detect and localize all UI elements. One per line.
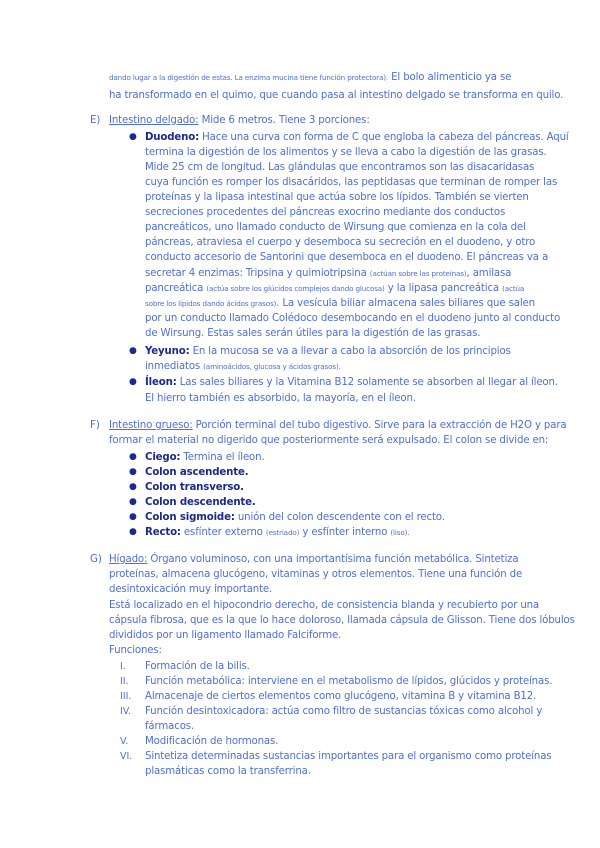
duodeno-line-11 (145, 281, 524, 296)
colon-sigmoide-item (145, 510, 445, 525)
section-f-text: Porción terminal del tubo digestivo. Sirve para la extracción de H2O y para (192, 420, 567, 431)
ciego-text: Termina el íleon. (180, 452, 265, 463)
funcion-number: I. (120, 661, 126, 672)
funcion-item: Función desintoxicadora: actúa como filtro de sustancias tóxicas como alcohol y (145, 706, 543, 717)
section-e-letter: E) (90, 115, 101, 126)
duodeno-text: , amilasa (466, 268, 512, 279)
duodeno-line-10 (145, 266, 511, 281)
intro-line-1 (109, 70, 511, 85)
duodeno-line-1 (145, 130, 569, 145)
duodeno-line-14: de Wirsung. Estas sales serán útiles para la digestión de las grasas. (145, 328, 481, 339)
duodeno-title: Duodeno: (145, 132, 200, 143)
funcion-number: V. (120, 736, 129, 747)
recto-text: y esfínter interno (299, 527, 391, 538)
colon-ascendente-item: Colon ascendente. (145, 467, 249, 478)
duodeno-line-5: proteínas y la lipasa intestinal que actúa sobre los lípidos. También se vierten (145, 192, 529, 203)
bullet-icon: ● (129, 527, 137, 537)
ileon-line-2: El hierro también es absorbido, la mayoría, en el íleon. (145, 393, 416, 404)
section-g-title: Hígado: (109, 554, 148, 565)
duodeno-small-text: (actúan sobre las proteínas) (369, 269, 467, 278)
duodeno-line-4: cuya función es romper los disacáridos, las peptidasas que terminan de romper las (145, 177, 558, 188)
duodeno-text: y la lipasa pancreática (384, 283, 503, 294)
section-f-line-1 (109, 418, 566, 433)
bullet-icon: ● (129, 482, 137, 492)
yeyuno-text: inmediatos (145, 361, 204, 372)
recto-small-text: (liso). (390, 528, 410, 537)
funcion-item-continued: plasmáticas como la transferrina. (145, 766, 311, 777)
section-e-title: Intestino delgado: (109, 115, 199, 126)
duodeno-small-text: sobre los lípidos dando ácidos grasos) (145, 299, 277, 308)
duodeno-line-13: por un conducto llamado Colédoco desembocando en el duodeno junto al conducto (145, 313, 561, 324)
duodeno-small-text: (actúa sobre los glúcidos complejos dando glucosa) (206, 284, 385, 293)
bullet-icon: ● (129, 467, 137, 477)
ciego-title: Ciego: (145, 452, 181, 463)
section-e-desc: Mide 6 metros. Tiene 3 porciones: (198, 115, 370, 126)
funcion-item: Formación de la bilis. (145, 661, 250, 672)
colon-sigmoide-text: unión del colon descendente con el recto. (234, 512, 445, 523)
bullet-icon: ● (129, 497, 137, 507)
funcion-item: Función metabólica: interviene en el metabolismo de lípidos, glúcidos y proteínas. (145, 676, 553, 687)
bullet-icon: ● (129, 512, 137, 522)
duodeno-text: Hace una curva con forma de C que engloba la cabeza del páncreas. Aquí (199, 132, 569, 143)
yeyuno-line-2 (145, 359, 341, 374)
funcion-item: Almacenaje de ciertos elementos como glucógeno, vitamina B y vitamina B12. (145, 691, 537, 702)
duodeno-text: secretar 4 enzimas: Tripsina y quimiotripsina (145, 268, 370, 279)
duodeno-line-8: páncreas, atraviesa el cuerpo y desemboca su secreción en el duodeno, y otro (145, 237, 536, 248)
funcion-number: III. (120, 691, 132, 702)
ileon-title: Íleon: (145, 377, 177, 388)
duodeno-line-2: termina la digestión de los alimentos y se lleva a cabo la digestión de las grasas. (145, 147, 547, 158)
funciones-label: Funciones: (109, 645, 162, 656)
colon-descendente-item: Colon descendente. (145, 497, 256, 508)
yeyuno-title: Yeyuno: (145, 346, 190, 357)
section-g-line-1 (109, 552, 518, 567)
yeyuno-text: En la mucosa se va a llevar a cabo la absorción de los principios (189, 346, 511, 357)
intro-text: El bolo alimenticio ya se (388, 72, 512, 83)
bullet-icon: ● (129, 132, 137, 142)
colon-transverso-item: Colon transverso. (145, 482, 244, 493)
funcion-item: Modificación de hormonas. (145, 736, 279, 747)
intro-line-2: ha transformado en el quimo, que cuando pasa al intestino delgado se transforma en quilo. (109, 90, 564, 101)
bullet-icon: ● (129, 452, 137, 462)
duodeno-line-3: Mide 25 cm de longitud. Las glándulas que encontramos son las disacaridasas (145, 162, 535, 173)
section-g-line-6: divididos por un ligamento llamado Falciforme. (109, 630, 342, 641)
recto-item (145, 525, 409, 540)
funcion-item: Sintetiza determinadas sustancias importantes para el organismo como proteínas (145, 751, 552, 762)
yeyuno-small-text: (aminoácidos, glucosa y ácidos grasos). (203, 362, 341, 371)
ileon-line-1 (145, 375, 558, 390)
intro-small-text: dando lugar a la digestión de estas. La enzima mucina tiene función protectora). (109, 73, 389, 82)
duodeno-text: . La vesícula biliar almacena sales biliares que salen (276, 298, 535, 309)
section-f-line-2: formar el material no digerido que posteriormente será expulsado. El colon se divide en: (109, 435, 549, 446)
duodeno-line-12 (145, 296, 535, 311)
recto-title: Recto: (145, 527, 181, 538)
duodeno-line-6: secreciones procedentes del páncreas exocrino mediante dos conductos (145, 207, 506, 218)
duodeno-line-9: conducto accesorio de Santorini que desemboca en el duodeno. El páncreas va a (145, 252, 549, 263)
bullet-icon: ● (129, 346, 137, 356)
yeyuno-line-1 (145, 344, 511, 359)
recto-small-text: (estriado) (265, 528, 300, 537)
section-f-title: Intestino grueso: (109, 420, 193, 431)
funcion-number: IV. (120, 706, 132, 717)
section-g-text: Órgano voluminoso, con una importantísima función metabólica. Sintetiza (147, 554, 519, 565)
section-g-line-4: Está localizado en el hipocondrio derecho, de consistencia blanda y recubierto por una (109, 600, 540, 611)
section-e-heading (109, 113, 370, 128)
section-g-line-2: proteínas, almacena glucógeno, vitaminas y otros elementos. Tiene una función de (109, 569, 523, 580)
colon-sigmoide-title: Colon sigmoide: (145, 512, 235, 523)
recto-text: esfínter externo (180, 527, 266, 538)
ciego-item (145, 450, 265, 465)
section-g-line-5: cápsula fibrosa, que es la que lo hace doloroso, llamada cápsula de Glisson. Tiene dos lóbulos (109, 615, 575, 626)
funcion-number: II. (120, 676, 129, 687)
duodeno-text: pancreática (145, 283, 207, 294)
duodeno-line-7: pancreáticos, uno llamado conducto de Wirsung que comienza en la cola del (145, 222, 526, 233)
section-g-letter: G) (90, 554, 102, 565)
duodeno-small-text: (actúa (502, 284, 525, 293)
section-g-line-3: desintoxicación muy importante. (109, 584, 273, 595)
bullet-icon: ● (129, 377, 137, 387)
section-f-letter: F) (90, 420, 100, 431)
funcion-item-continued: fármacos. (145, 721, 195, 732)
ileon-text: Las sales biliares y la Vitamina B12 solamente se absorben al llegar al íleon. (176, 377, 558, 388)
funcion-number: VI. (120, 751, 133, 762)
